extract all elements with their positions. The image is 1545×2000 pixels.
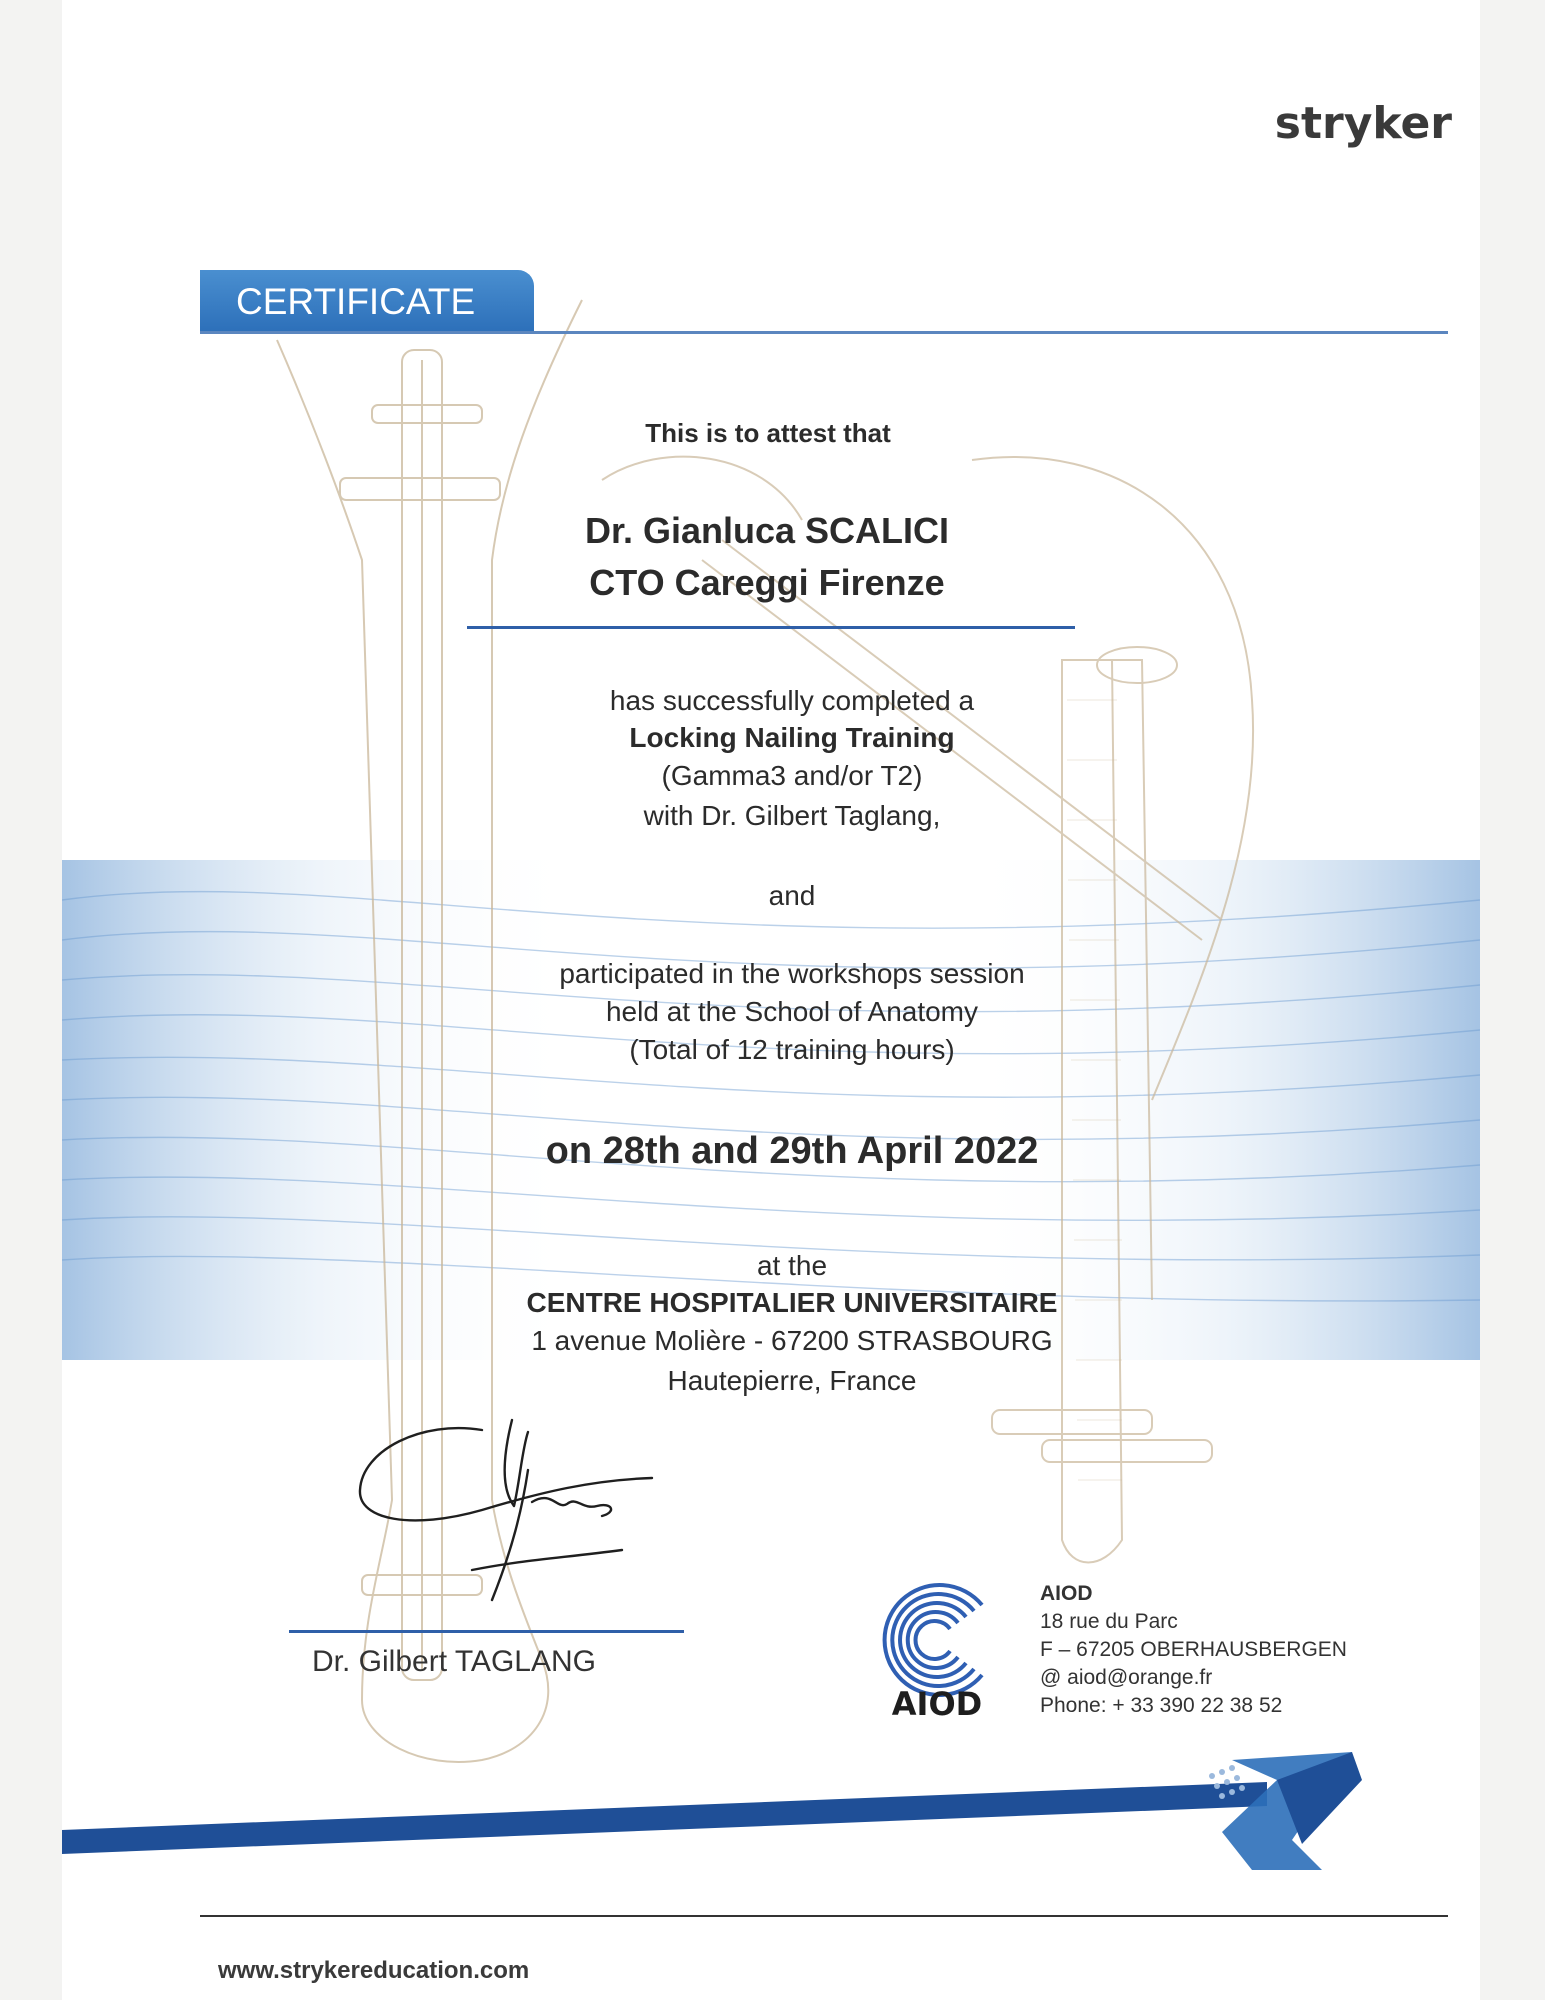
aiod-phone: Phone: + 33 390 22 38 52 bbox=[1040, 1694, 1283, 1717]
aiod-email: @ aiod@orange.fr bbox=[1040, 1666, 1213, 1689]
aiod-title: AIOD bbox=[1040, 1582, 1093, 1605]
legacy-tagline: A LEGACY OF INNOVATION bbox=[880, 1758, 1140, 1787]
recipient-organization: CTO Careggi Firenze bbox=[589, 562, 945, 603]
signatory-name: Dr. Gilbert TAGLANG bbox=[312, 1645, 596, 1678]
venue-street: 1 avenue Molière - 67200 STRASBOURG bbox=[531, 1325, 1053, 1356]
footer-url: www.strykereducation.com bbox=[218, 1957, 530, 1984]
aiod-logo-text: AIOD bbox=[891, 1685, 983, 1723]
aiod-street: 18 rue du Parc bbox=[1040, 1610, 1178, 1633]
recipient-name: Dr. Gianluca SCALICI bbox=[584, 510, 950, 551]
attest-line: This is to attest that bbox=[645, 418, 891, 448]
workshop-hours: (Total of 12 training hours) bbox=[629, 1034, 955, 1065]
aiod-address bbox=[1040, 1580, 1347, 1720]
stryker-logo: stryker bbox=[1274, 98, 1452, 149]
and-line: and bbox=[768, 880, 816, 911]
venue-city: Hautepierre, France bbox=[667, 1365, 917, 1396]
training-title: Locking Nailing Training bbox=[629, 722, 955, 753]
venue-name: CENTRE HOSPITALIER UNIVERSITAIRE bbox=[526, 1287, 1058, 1318]
training-products: (Gamma3 and/or T2) bbox=[661, 760, 923, 791]
aiod-city: F – 67205 OBERHAUSBERGEN bbox=[1040, 1638, 1347, 1661]
training-with: with Dr. Gilbert Taglang, bbox=[643, 800, 941, 831]
legacy-banner bbox=[62, 1740, 1480, 1890]
certificate-page bbox=[62, 0, 1480, 2000]
footer-rule bbox=[200, 1915, 1448, 1917]
workshop-line-2: held at the School of Anatomy bbox=[605, 996, 979, 1027]
completed-line: has successfully completed a bbox=[609, 685, 975, 716]
at-the-line: at the bbox=[756, 1250, 828, 1281]
training-date: on 28th and 29th April 2022 bbox=[545, 1130, 1039, 1172]
signature-rule bbox=[289, 1630, 684, 1633]
handwritten-signature bbox=[352, 1410, 672, 1620]
header-rule bbox=[200, 331, 1448, 334]
recipient-rule bbox=[467, 626, 1075, 629]
workshop-line-1: participated in the workshops session bbox=[559, 958, 1025, 989]
certificate-tab: CERTIFICATE bbox=[200, 270, 534, 333]
